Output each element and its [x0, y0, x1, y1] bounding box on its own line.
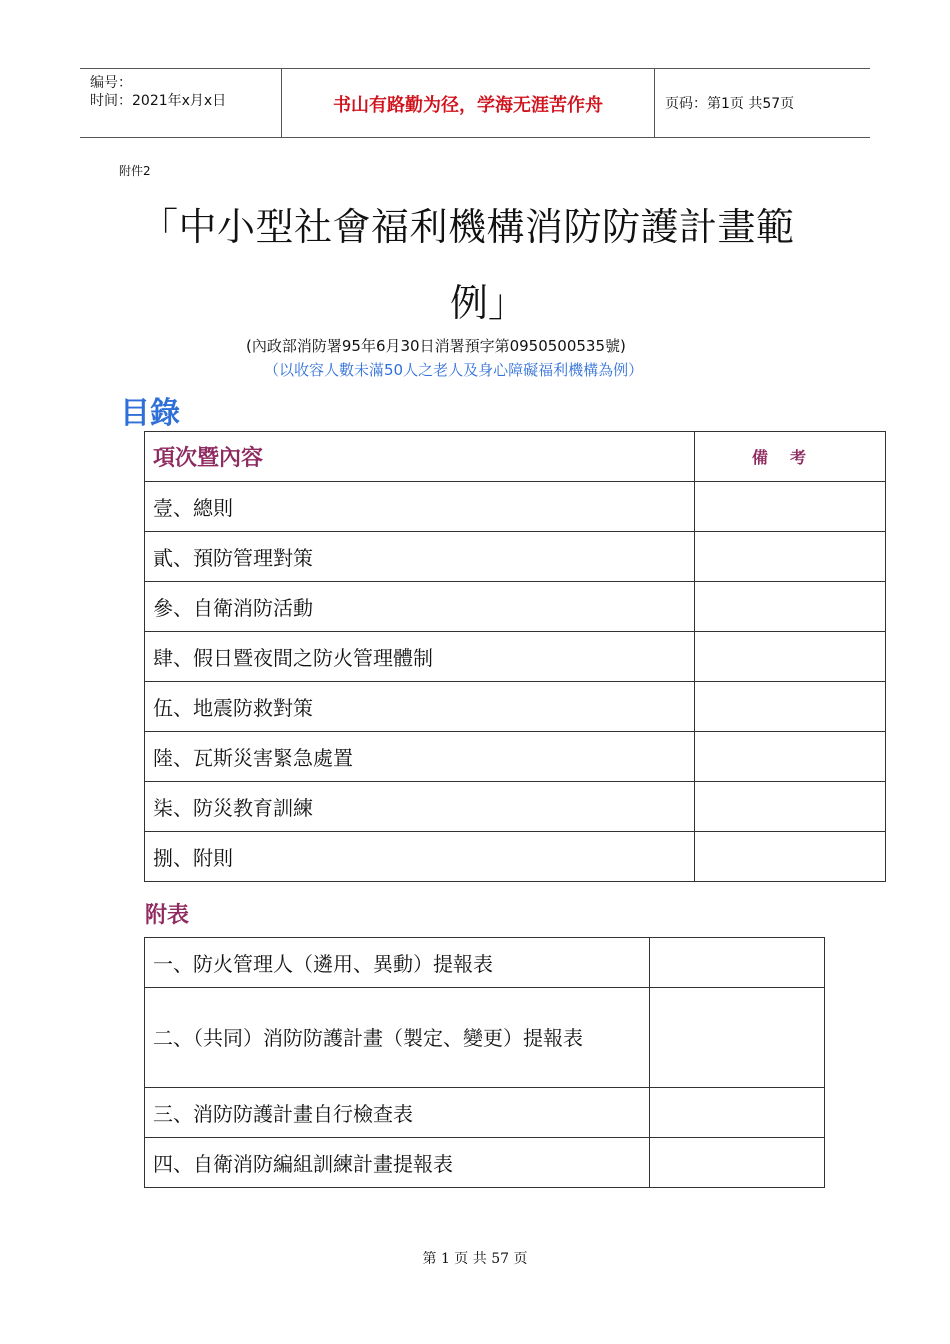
header-page-info: 页码：第1页 共57页 [665, 96, 795, 112]
table-header-row [145, 432, 886, 482]
toc-note-cell [695, 732, 886, 782]
appendix-item: 一、防火管理人（遴用、異動）提報表 [145, 938, 650, 988]
attachment-label: 附件2 [119, 164, 151, 178]
appendix-item: 二、（共同）消防防護計畫（製定、變更）提報表 [145, 988, 650, 1088]
toc-item: 肆、假日暨夜間之防火管理體制 [145, 632, 695, 682]
toc-column-note: 備考 [695, 432, 886, 482]
toc-note-cell [695, 782, 886, 832]
toc-note-cell [695, 482, 886, 532]
header-meta [80, 69, 282, 137]
page-header [80, 68, 870, 138]
toc-item: 捌、附則 [145, 832, 695, 882]
table-row [145, 682, 886, 732]
toc-note-cell [695, 582, 886, 632]
appendix-note-cell [650, 1088, 825, 1138]
toc-note-cell [695, 832, 886, 882]
appendix-heading: 附表 [145, 903, 190, 928]
document-title-line1: 「中小型社會福利機構消防防護計畫範 [140, 205, 795, 249]
toc-item: 陸、瓦斯災害緊急處置 [145, 732, 695, 782]
toc-column-content: 項次暨內容 [145, 432, 695, 482]
header-number-label: 编号： [90, 75, 132, 91]
appendix-note-cell [650, 938, 825, 988]
toc-note-cell [695, 632, 886, 682]
toc-item: 柒、防災教育訓練 [145, 782, 695, 832]
table-row [145, 1138, 825, 1188]
table-row [145, 632, 886, 682]
table-row [145, 482, 886, 532]
table-row [145, 532, 886, 582]
appendix-note-cell [650, 988, 825, 1088]
table-row [145, 938, 825, 988]
header-motto: 书山有路勤为径，学海无涯苦作舟 [333, 95, 603, 116]
toc-table [144, 431, 886, 882]
table-row [145, 1088, 825, 1138]
toc-item: 壹、總則 [145, 482, 695, 532]
table-row [145, 782, 886, 832]
toc-item: 參、自衛消防活動 [145, 582, 695, 632]
table-row [145, 832, 886, 882]
toc-note-cell [695, 532, 886, 582]
subtitle-reference: (內政部消防署95年6月30日消署預字第0950500535號) [246, 337, 626, 355]
table-row [145, 732, 886, 782]
header-time-label: 时间：2021年x月x日 [90, 93, 227, 109]
table-row [145, 988, 825, 1088]
subtitle-scope: （以收容人數未滿50人之老人及身心障礙福利機構為例） [264, 361, 644, 379]
page-footer: 第 1 页 共 57 页 [422, 1251, 528, 1267]
toc-item: 伍、地震防救對策 [145, 682, 695, 732]
appendix-item: 三、消防防護計畫自行檢查表 [145, 1088, 650, 1138]
header-page-cell [655, 69, 870, 137]
appendix-item: 四、自衛消防編組訓練計畫提報表 [145, 1138, 650, 1188]
appendix-note-cell [650, 1138, 825, 1188]
document-title-line2: 例」 [450, 281, 527, 325]
toc-heading: 目錄 [120, 396, 180, 431]
toc-item: 貳、預防管理對策 [145, 532, 695, 582]
appendix-table [144, 937, 825, 1188]
toc-note-cell [695, 682, 886, 732]
header-motto-cell [282, 69, 655, 137]
table-row [145, 582, 886, 632]
